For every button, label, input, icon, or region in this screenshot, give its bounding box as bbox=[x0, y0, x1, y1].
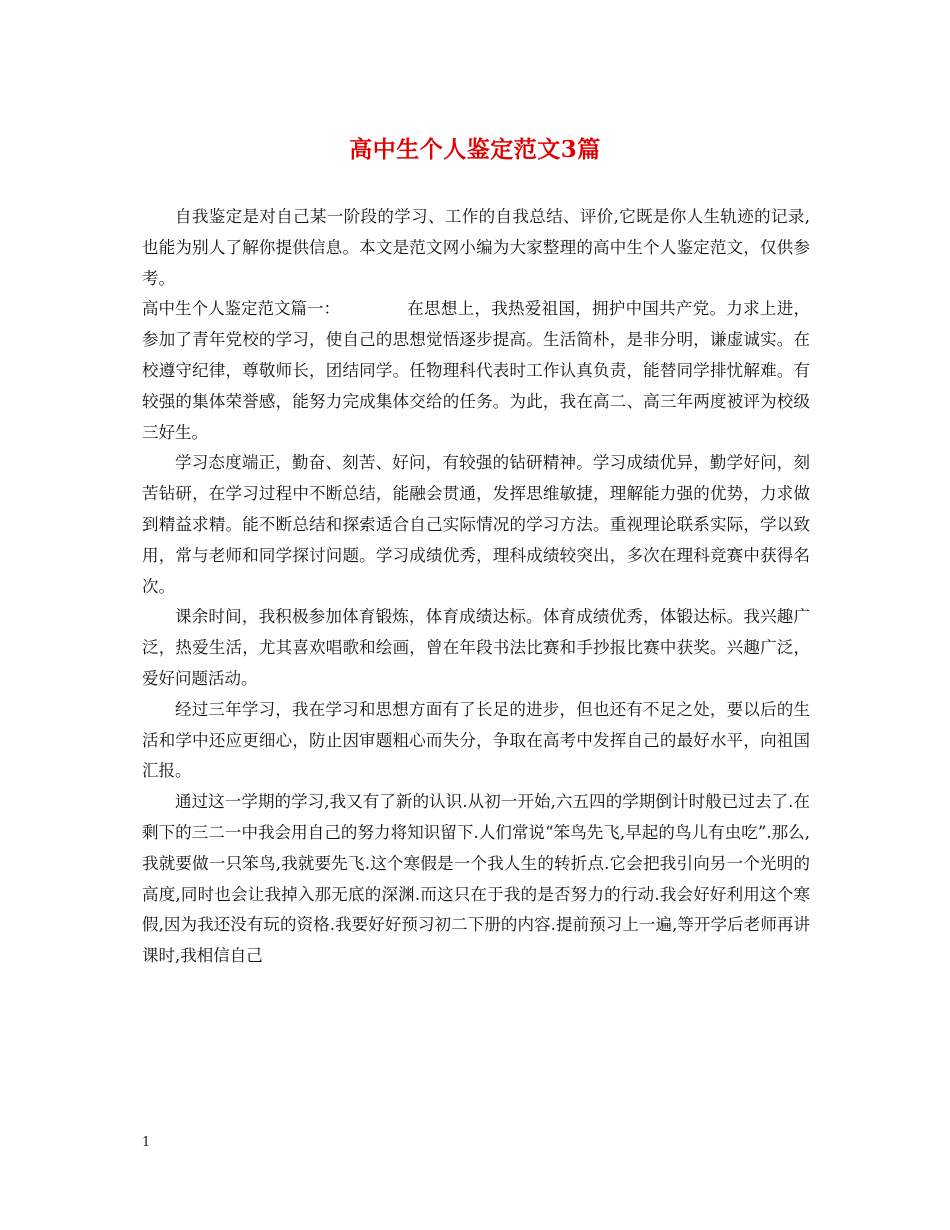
body-paragraph: 课余时间，我积极参加体育锻炼，体育成绩达标。体育成绩优秀，体锻达标。我兴趣广泛，热爱生活，尤其喜欢唱歌和绘画，曾在年段书法比赛和手抄报比赛中获奖。兴趣广泛，爱好问题活动。 bbox=[142, 607, 810, 688]
section-1-paragraph bbox=[142, 294, 810, 448]
document-title: 高中生个人鉴定范文3篇 bbox=[349, 136, 601, 163]
page-number: 1 bbox=[142, 1135, 151, 1150]
body-paragraph: 经过三年学习，我在学习和思想方面有了长足的进步，但也还有不足之处，要以后的生活和学中还应更细心，防止因审题粗心而失分，争取在高考中发挥自己的最好水平，向祖国汇报。 bbox=[142, 699, 810, 781]
document-body bbox=[142, 202, 810, 972]
intro-paragraph: 自我鉴定是对自己某一阶段的学习、工作的自我总结、评价,它既是你人生轨迹的记录,也能为别人了解你提供信息。本文是范文网小编为大家整理的高中生个人鉴定范文，仅供参考。 bbox=[142, 207, 810, 288]
body-paragraph: 通过这一学期的学习,我又有了新的认识.从初一开始,六五四的学期倒计时般已过去了.在剩下的三二一中我会用自己的努力将知识留下.人们常说“笨鸟先飞,早起的鸟儿有虫吃”.那么,我就要做一只笨鸟,我就要先飞.这个寒假是一个我人生的转折点.它会把我引向另一个光明的高度,同时也会让我掉入那无底的深渊.而这只在于我的是否努力的行动.我会好好利用这个寒假,因为我还没有玩的资格.我要好好预习初二下册的内容.提前预习上一遍,等开学后老师再讲课时,我相信自己 bbox=[142, 792, 810, 966]
section-1-text: 在思想上，我热爱祖国，拥护中国共产党。力求上进，参加了青年党校的学习，使自己的思想觉悟逐步提高。生活简朴，是非分明，谦虚诚实。在校遵守纪律，尊敬师长，团结同学。任物理科代表时工作认真负责，能替同学排忧解难。有较强的集体荣誉感，能努力完成集体交给的任务。为此，我在高二、高三年两度被评为校级三好生。 bbox=[142, 299, 810, 442]
body-paragraph: 学习态度端正，勤奋、刻苦、好问，有较强的钻研精神。学习成绩优异，勤学好问，刻苦钻研，在学习过程中不断总结，能融会贯通，发挥思维敏捷，理解能力强的优势，力求做到精益求精。能不断总结和探索适合自己实际情况的学习方法。重视理论联系实际，学以致用，常与老师和同学探讨问题。学习成绩优秀，理科成绩较突出，多次在理科竞赛中获得名次。 bbox=[142, 453, 810, 596]
section-1-heading: 高中生个人鉴定范文篇一： bbox=[142, 299, 340, 319]
